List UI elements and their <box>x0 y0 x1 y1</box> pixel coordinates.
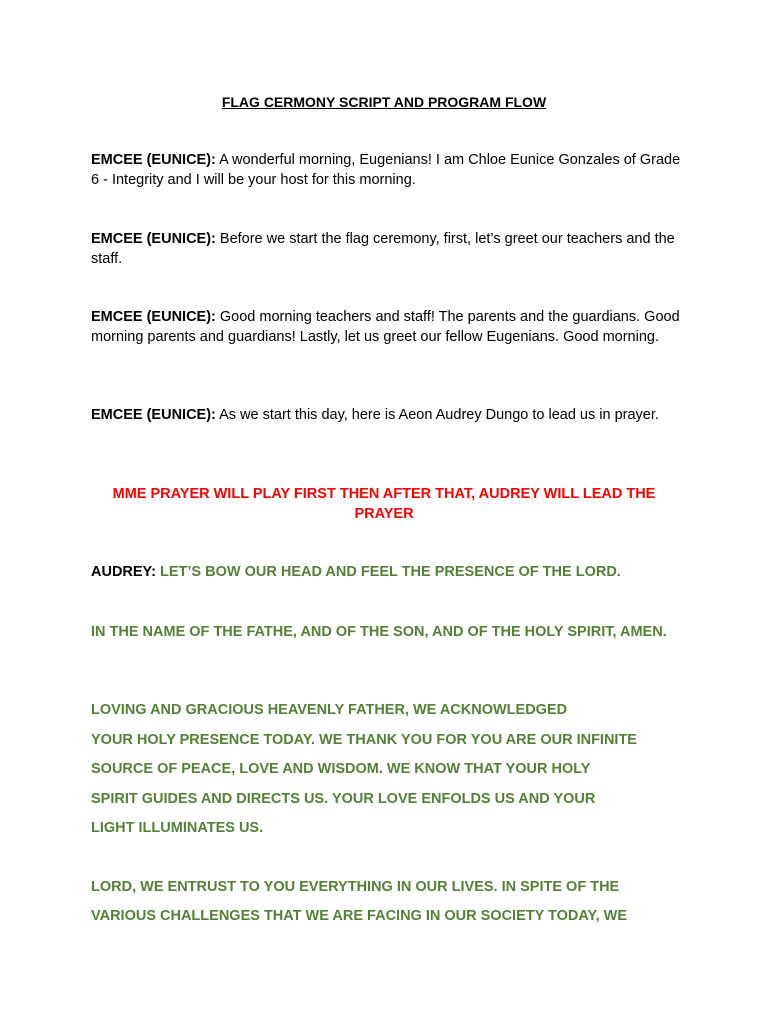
speaker-label: EMCEE (EUNICE): <box>91 152 216 168</box>
stage-instruction: MME PRAYER WILL PLAY FIRST THEN AFTER THAT, AUDREY WILL LEAD THE PRAYER <box>112 486 656 522</box>
sign-of-cross: IN THE NAME OF THE FATHE, AND OF THE SON, AND OF THE HOLY SPIRIT, AMEN. <box>91 624 667 640</box>
audrey-line <box>91 563 681 583</box>
emcee-paragraph <box>91 308 681 347</box>
speaker-label: EMCEE (EUNICE): <box>91 407 216 423</box>
prayer-line: SOURCE OF PEACE, LOVE AND WISDOM. WE KNOW THAT YOUR HOLY <box>91 761 591 777</box>
prayer-line: LOVING AND GRACIOUS HEAVENLY FATHER, WE ACKNOWLEDGED <box>91 702 568 718</box>
dialogue-text: Before we start the flag ceremony, first, let’s greet our teachers and the staff. <box>91 231 675 267</box>
emcee-paragraph <box>91 230 681 269</box>
speaker-label: EMCEE (EUNICE): <box>91 309 216 325</box>
speaker-label: AUDREY: <box>91 564 156 580</box>
page-title: FLAG CERMONY SCRIPT AND PROGRAM FLOW <box>221 94 547 110</box>
dialogue-text: A wonderful morning, Eugenians! I am Chloe Eunice Gonzales of Grade 6 - Integrity and I will be your host for this morning. <box>91 152 681 188</box>
prayer-line: LORD, WE ENTRUST TO YOU EVERYTHING IN OUR LIVES. IN SPITE OF THE <box>91 879 620 895</box>
prayer-line: SPIRIT GUIDES AND DIRECTS US. YOUR LOVE ENFOLDS US AND YOUR <box>91 791 596 807</box>
emcee-paragraph <box>91 406 681 426</box>
prayer-line: LIGHT ILLUMINATES US. <box>91 820 264 836</box>
emcee-paragraph <box>91 151 681 190</box>
dialogue-text: As we start this day, here is Aeon Audrey Dungo to lead us in prayer. <box>215 407 659 423</box>
prayer-text: LET’S BOW OUR HEAD AND FEEL THE PRESENCE OF THE LORD. <box>155 564 621 580</box>
speaker-label: EMCEE (EUNICE): <box>91 231 216 247</box>
dialogue-text: Good morning teachers and staff! The parents and the guardians. Good morning parents and guardians! Lastly, let us greet our fellow Eugenians. Good morning. <box>91 309 680 345</box>
prayer-line: VARIOUS CHALLENGES THAT WE ARE FACING IN OUR SOCIETY TODAY, WE <box>91 908 628 924</box>
prayer-line: YOUR HOLY PRESENCE TODAY. WE THANK YOU FOR YOU ARE OUR INFINITE <box>91 732 637 748</box>
